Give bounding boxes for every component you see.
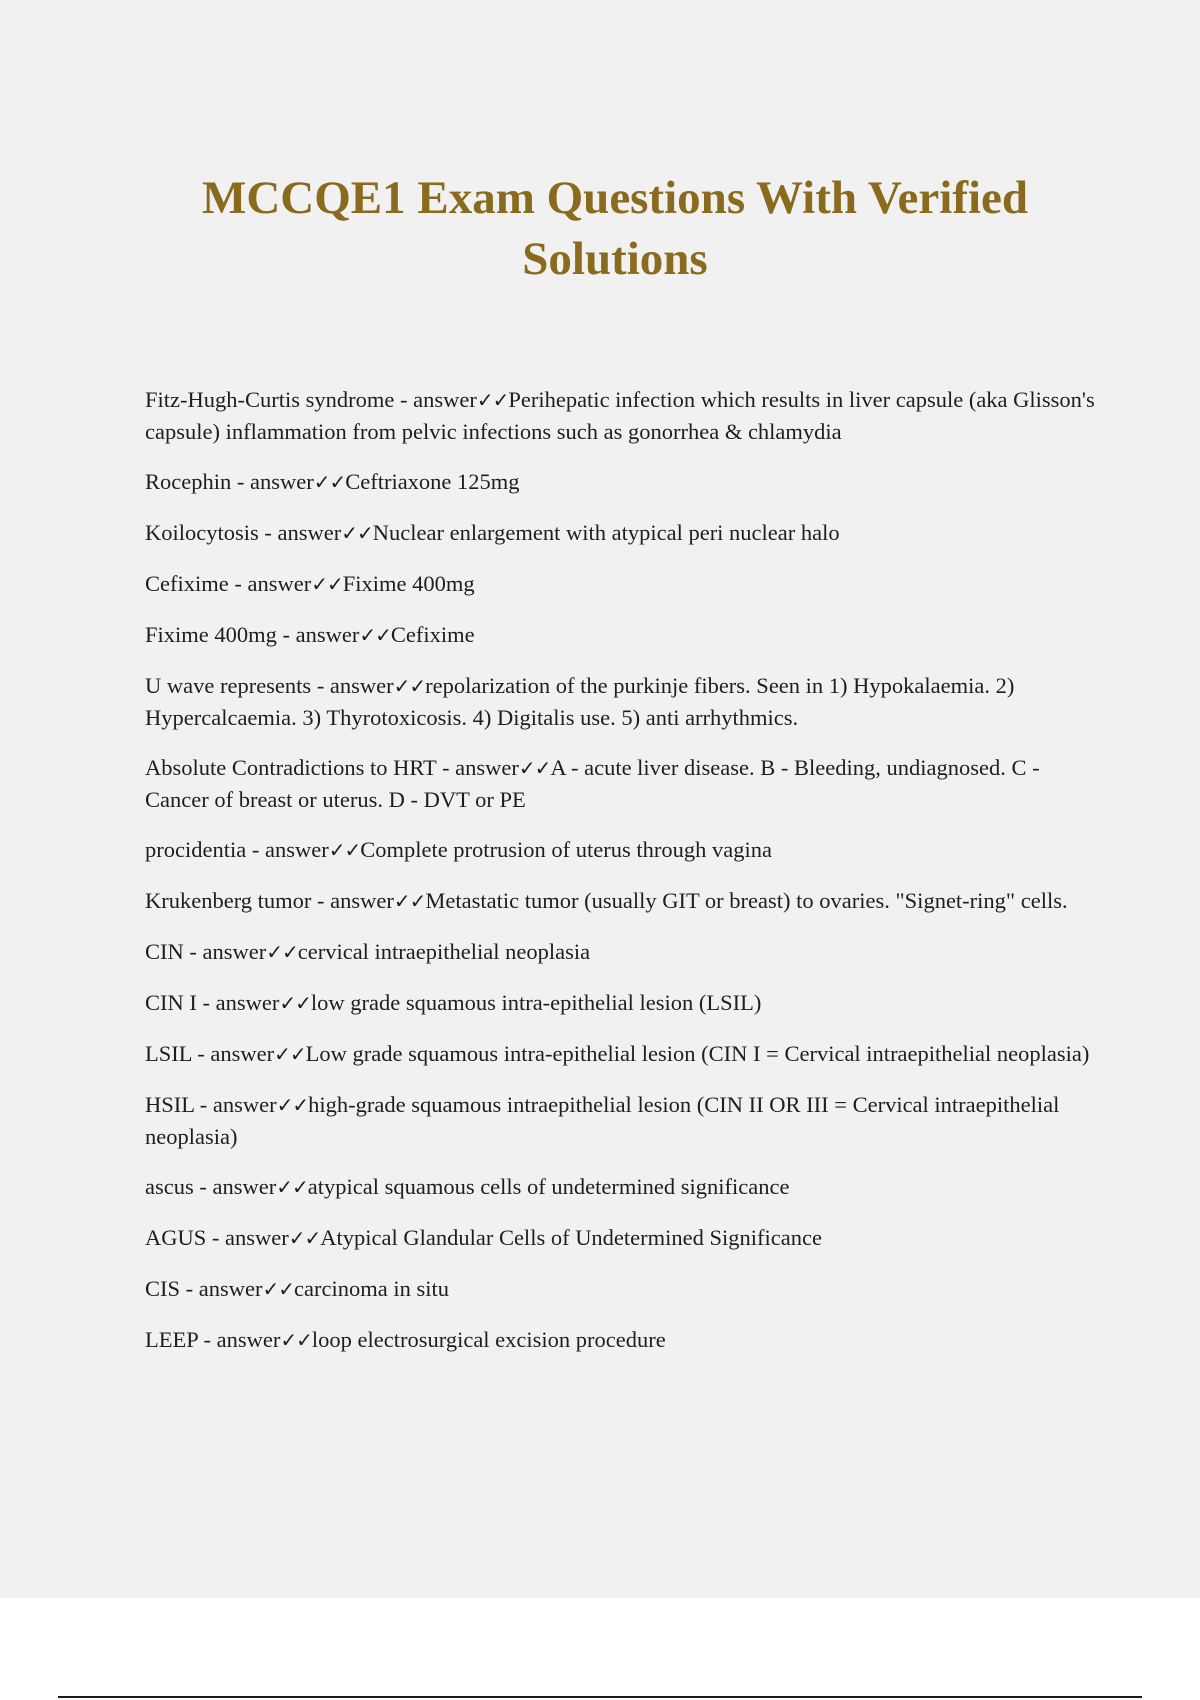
answer-marker: - answer (276, 622, 360, 647)
qa-entry (145, 466, 1095, 498)
document-title: MCCQE1 Exam Questions With Verified Solutions (201, 172, 1029, 285)
qa-answer: low grade squamous intra-epithelial lesion (LSIL) (310, 990, 762, 1015)
answer-marker: - answer (436, 755, 519, 780)
double-check-icon: ✓✓ (279, 991, 311, 1015)
answer-marker: - answer (258, 520, 342, 545)
qa-answer: loop electrosurgical excision procedure (311, 1327, 666, 1352)
double-check-icon: ✓✓ (476, 388, 509, 412)
answer-marker: - answer (197, 1327, 281, 1352)
double-check-icon: ✓✓ (328, 838, 361, 862)
qa-entry (145, 834, 1095, 866)
double-check-icon: ✓✓ (274, 1042, 306, 1066)
qa-term: Koilocytosis (145, 520, 259, 545)
double-check-icon: ✓✓ (393, 674, 426, 698)
double-check-icon: ✓✓ (313, 470, 346, 494)
qa-answer: Complete protrusion of uterus through vagina (360, 837, 773, 862)
qa-entry (145, 619, 1095, 651)
qa-term: Absolute Contradictions to HRT (145, 755, 437, 780)
qa-term: Krukenberg tumor (145, 888, 312, 913)
answer-marker: - answer (246, 837, 329, 862)
answer-marker: - answer (193, 1174, 277, 1199)
qa-term: Cefixime (145, 571, 229, 596)
answer-marker: - answer (194, 1092, 277, 1117)
qa-entry (145, 1324, 1095, 1356)
double-check-icon: ✓✓ (311, 572, 343, 596)
qa-entry (145, 936, 1095, 968)
qa-entry (145, 1222, 1095, 1254)
double-check-icon: ✓✓ (288, 1226, 321, 1250)
qa-answer: cervical intraepithelial neoplasia (297, 939, 591, 964)
answer-marker: - answer (206, 1225, 289, 1250)
qa-entry (145, 1089, 1095, 1152)
answer-marker: - answer (311, 673, 394, 698)
double-check-icon: ✓✓ (518, 756, 551, 780)
answer-marker: - answer (311, 888, 394, 913)
double-check-icon: ✓✓ (280, 1328, 312, 1352)
double-check-icon: ✓✓ (276, 1175, 308, 1199)
double-check-icon: ✓✓ (341, 521, 373, 545)
double-check-icon: ✓✓ (359, 623, 391, 647)
qa-term: Rocephin (145, 469, 232, 494)
qa-entry (145, 1273, 1095, 1305)
answer-marker: - answer (183, 939, 267, 964)
qa-entry (145, 1171, 1095, 1203)
answer-marker: - answer (394, 387, 477, 412)
answer-marker: - answer (191, 1041, 275, 1066)
qa-answer: repolarization of the purkinje fibers. Seen in 1) Hypokalaemia. 2) Hypercalcaemia. 3) Thyrotoxicosis. 4) Digitalis use. 5) anti arrhythmics. (145, 673, 1015, 730)
qa-entry (145, 885, 1095, 917)
qa-term: CIS (145, 1276, 181, 1301)
double-check-icon: ✓✓ (266, 940, 298, 964)
answer-marker: - answer (231, 469, 314, 494)
answer-marker: - answer (196, 990, 280, 1015)
qa-answer: Atypical Glandular Cells of Undetermined Significance (320, 1225, 822, 1250)
double-check-icon: ✓✓ (393, 889, 426, 913)
qa-entry (145, 987, 1095, 1019)
qa-term: AGUS (145, 1225, 207, 1250)
qa-answer: Cefixime (390, 622, 475, 647)
qa-term: HSIL (145, 1092, 195, 1117)
qa-term: LSIL (145, 1041, 192, 1066)
qa-entry (145, 517, 1095, 549)
qa-entry (145, 568, 1095, 600)
qa-answer: high-grade squamous intraepithelial lesion (CIN II OR III = Cervical intraepithelial neoplasia) (145, 1092, 1060, 1149)
qa-term: U wave represents (145, 673, 312, 698)
qa-term: CIN (145, 939, 184, 964)
qa-entry (145, 752, 1095, 815)
qa-answer: Metastatic tumor (usually GIT or breast) to ovaries. "Signet-ring" cells. (425, 888, 1068, 913)
qa-term: ascus (145, 1174, 194, 1199)
qa-term: procidentia (145, 837, 247, 862)
qa-term: LEEP (145, 1327, 198, 1352)
qa-answer: Nuclear enlargement with atypical peri nuclear halo (372, 520, 840, 545)
qa-list (145, 384, 1095, 1375)
answer-marker: - answer (228, 571, 312, 596)
answer-marker: - answer (180, 1276, 263, 1301)
double-check-icon: ✓✓ (262, 1277, 294, 1301)
qa-answer: carcinoma in situ (294, 1276, 449, 1301)
qa-answer: atypical squamous cells of undetermined significance (307, 1174, 790, 1199)
qa-answer: Ceftriaxone 125mg (345, 469, 520, 494)
qa-answer: Fixime 400mg (342, 571, 475, 596)
qa-entry (145, 384, 1095, 447)
qa-term: Fitz-Hugh-Curtis syndrome (145, 387, 395, 412)
qa-term: Fixime 400mg (145, 622, 277, 647)
qa-entry (145, 670, 1095, 733)
qa-term: CIN I (145, 990, 197, 1015)
footer-divider (58, 1696, 1142, 1698)
qa-answer: Perihepatic infection which results in liver capsule (aka Glisson's capsule) inflammation from pelvic infections such as gonorrhea & chlamydia (145, 387, 1095, 444)
qa-answer: A - acute liver disease. B - Bleeding, undiagnosed. C - Cancer of breast or uterus. D - DVT or PE (145, 755, 1040, 812)
double-check-icon: ✓✓ (276, 1093, 309, 1117)
qa-entry (145, 1038, 1095, 1070)
qa-answer: Low grade squamous intra-epithelial lesion (CIN I = Cervical intraepithelial neoplasia) (305, 1041, 1090, 1066)
